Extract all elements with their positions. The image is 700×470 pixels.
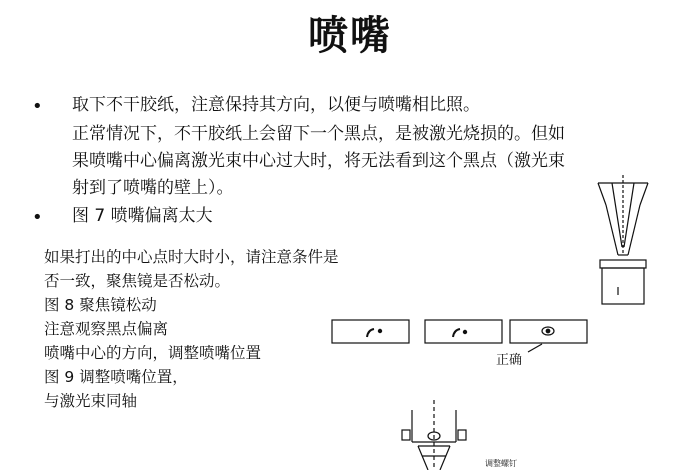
spot-comparison-diagram bbox=[330, 318, 592, 364]
note-line: 图 8 聚焦镜松动 bbox=[44, 296, 157, 314]
adjust-screw-label: 调整螺钉 bbox=[485, 459, 517, 468]
note-line: 与激光束同轴 bbox=[44, 392, 138, 410]
nozzle-offset-diagram bbox=[588, 175, 658, 315]
bullet-1-line-2: 正常情况下，不干胶纸上会留下一个黑点，是被激光烧损的。但如 bbox=[72, 124, 565, 144]
notes-block bbox=[44, 245, 339, 413]
note-line: 图 9 调整喷嘴位置， bbox=[44, 368, 188, 386]
note-line: 喷嘴中心的方向，调整喷嘴位置 bbox=[44, 344, 262, 362]
bullet-1-line-4: 射到了喷嘴的壁上）。 bbox=[72, 178, 234, 198]
bullet-marker: • bbox=[32, 207, 43, 228]
bullet-2-line-1: 图 7 喷嘴偏离太大 bbox=[72, 206, 213, 226]
page-title: 喷嘴 bbox=[308, 12, 392, 59]
note-line: 否一致，聚焦镜是否松动。 bbox=[44, 272, 231, 290]
nozzle-adjust-diagram bbox=[398, 400, 498, 470]
bullet-1-line-1: 取下不干胶纸，注意保持其方向，以便与喷嘴相比照。 bbox=[72, 95, 480, 115]
correct-label: 正确 bbox=[496, 353, 523, 368]
note-line: 注意观察黑点偏离 bbox=[44, 320, 169, 338]
note-line: 如果打出的中心点时大时小，请注意条件是 bbox=[44, 248, 339, 266]
bullet-1-line-3: 果喷嘴中心偏离激光束中心过大时，将无法看到这个黑点（激光束 bbox=[72, 151, 565, 171]
bullet-marker: • bbox=[32, 96, 43, 117]
